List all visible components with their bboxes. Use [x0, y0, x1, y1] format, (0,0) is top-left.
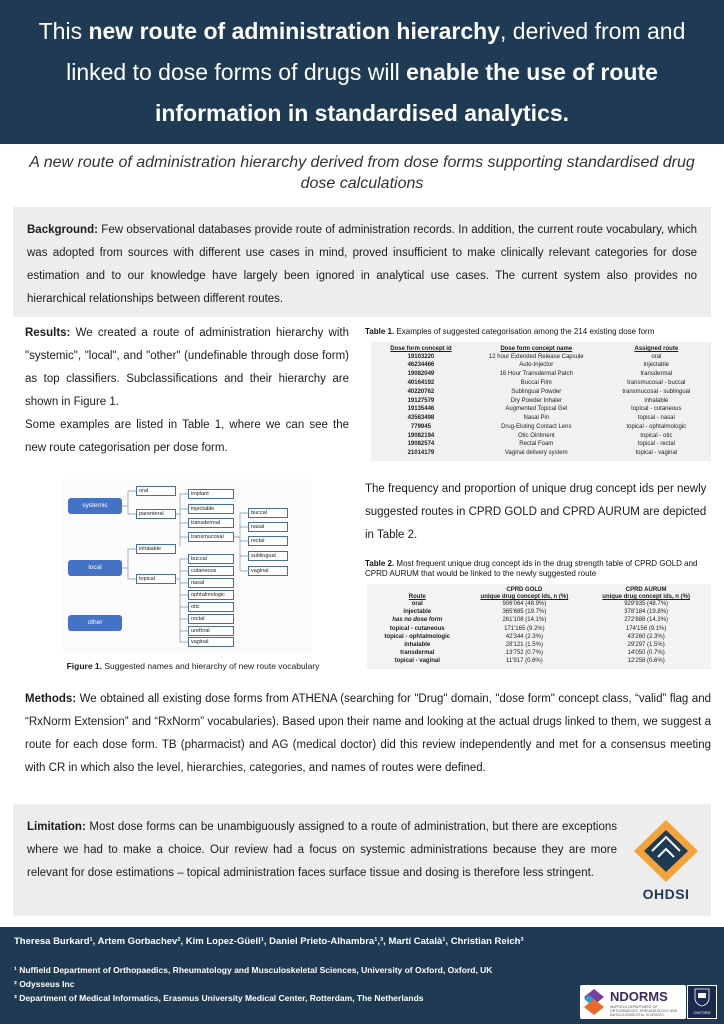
t2-cell-route: inhalable	[404, 641, 431, 648]
t1-cell: topical - nasal	[637, 415, 675, 422]
t1-cell: topical - vaginal	[635, 450, 678, 457]
t2-cell-route: injectable	[403, 609, 432, 616]
affiliation-3: ³ Department of Medical Informatics, Erasmus University Medical Center, Rotterdam, The Netherlands	[14, 993, 424, 1003]
table-row	[371, 641, 707, 649]
ohdsi-logo	[630, 818, 702, 904]
t2-cell-gold: 42'344 (2.3%)	[505, 633, 543, 640]
affiliation-2: ² Odysseus Inc	[14, 979, 75, 989]
t1-cell: oral	[651, 353, 662, 360]
table-row	[375, 362, 707, 371]
footer	[0, 927, 724, 1024]
table-row	[375, 414, 707, 423]
t1-cell: 19082194	[407, 432, 435, 439]
t1-cell: 40220762	[407, 388, 435, 395]
t1-cell: Vaginal delivery system	[504, 450, 568, 457]
table-row	[375, 432, 707, 441]
t2-cell-route: transdermal	[400, 649, 435, 656]
results-text: We created a route of administration hierarchy with "systemic", "local", and "other" (undefinable through dose form) as top classifiers. Subclassifications and their hierarchy are shown in Figure 1.	[25, 327, 349, 408]
ohdsi-logo-icon	[630, 818, 702, 884]
figure-node-systemic: systemic	[68, 498, 122, 514]
t1-cell: 19082049	[407, 371, 435, 378]
table-row	[375, 450, 707, 459]
t1-cell: Dry Powder Inhaler	[510, 397, 562, 404]
t2-cell-gold: 365'685 (19.7%)	[502, 609, 547, 616]
ndorms-sub: NUFFIELD DEPARTMENT OF ORTHOPAEDICS, RHEUMATOLOGY AND MUSCULOSKELETAL SCIENCES	[610, 1005, 678, 1017]
figure-node-cutaneous: cutaneous	[188, 566, 234, 576]
t2-header-aurum-1: CPRD AURUM	[625, 587, 667, 593]
t1-cell: topical - cutaneous	[631, 406, 682, 413]
ohdsi-label: OHDSI	[642, 886, 690, 902]
table-row	[371, 609, 707, 617]
table1-caption: Table 1. Examples of suggested categorisation among the 214 existing dose form	[365, 327, 655, 336]
figure-node-other: other	[68, 615, 122, 631]
figure-node-local: local	[68, 560, 122, 576]
table-row	[375, 423, 707, 432]
t2-header-route	[371, 587, 464, 594]
figure-node-transmucosal: transmucosal	[188, 532, 234, 542]
t1-cell: 46234466	[407, 362, 435, 369]
t2-cell-gold: 28'121 (1.5%)	[505, 641, 543, 648]
methods-label: Methods:	[25, 693, 77, 705]
figure-node-transdermal: transdermal	[188, 518, 234, 528]
background-section	[13, 207, 711, 317]
table-row	[375, 397, 707, 406]
figure-node-inhalable: inhalable	[136, 544, 176, 554]
figure-node-urethral: urethral	[188, 626, 234, 636]
t2-cell-route: oral	[411, 601, 423, 608]
t1-cell: Auto-Injector	[519, 362, 554, 369]
t1-cell: Sublingual Powder	[511, 388, 562, 395]
table-row	[375, 406, 707, 415]
t1-header-2: Assigned route	[634, 346, 679, 352]
ndorms-label: NDORMS	[610, 989, 668, 1004]
t1-cell: 21014179	[407, 450, 435, 457]
figure-node-topical-buccal: buccal	[188, 554, 234, 564]
t1-cell: transdermal	[640, 371, 673, 378]
t2-cell-aurum: 14'050 (0.7%)	[627, 649, 665, 656]
background-label: Background:	[27, 224, 98, 236]
t2-cell-gold: 906'064 (48.9%)	[502, 601, 547, 608]
ndorms-logo	[580, 985, 686, 1019]
table-row	[371, 658, 707, 666]
t2-cell-aurum: 174'156 (9.1%)	[625, 625, 667, 632]
figure-node-topical-vaginal: vaginal	[188, 637, 234, 647]
t2-cell-route: has no dose form	[392, 617, 443, 624]
table-row	[375, 441, 707, 450]
t2-cell-route: topical - cutaneous	[389, 625, 445, 632]
t1-cell: 19103220	[407, 353, 435, 360]
t2-header-route-label: Route	[408, 594, 426, 600]
t2-cell-route: topical - ophtalmologic	[384, 633, 451, 640]
oxford-crest-icon	[688, 986, 716, 1008]
figure-node-buccal: buccal	[248, 508, 288, 518]
oxford-logo	[687, 985, 717, 1019]
frequency-text: The frequency and proportion of unique drug concept ids per newly suggested routes in CPRD GOLD and CPRD AURUM are depicted in Table 2.	[365, 483, 707, 541]
t1-cell: 43563498	[407, 415, 435, 422]
figure-node-implant: implant	[188, 489, 234, 499]
t1-cell: Augmented Topical Gel	[505, 406, 568, 413]
authors: Theresa Burkard¹, Artem Gorbachev², Kim Lopez-Güell¹, Daniel Prieto-Alhambra¹,³, Martí Català¹, Christian Reich³	[14, 936, 524, 947]
t2-cell-aurum: 12'258 (0.6%)	[627, 657, 665, 664]
t2-cell-gold: 171'165 (9.2%)	[504, 625, 545, 632]
table2-caption: Table 2. Most frequent unique drug concept ids in the drug strength table of CPRD GOLD and CPRD AURUM that would be linked to the newly suggested route	[365, 559, 698, 578]
table1	[371, 342, 711, 461]
poster-subtitle: A new route of administration hierarchy derived from dose forms supporting standardised drug dose calculations	[29, 154, 695, 192]
ndorms-logo-icon	[580, 985, 608, 1019]
oxford-label: OXFORD	[693, 1010, 711, 1015]
table-row	[371, 601, 707, 609]
t2-cell-aurum: 29'297 (1.5%)	[627, 641, 665, 648]
t1-cell: Rectal Foam	[519, 441, 554, 448]
figure-node-parenteral: parenteral	[136, 509, 176, 519]
t1-cell: 40164192	[407, 379, 435, 386]
t1-cell: injectable	[643, 362, 670, 369]
table-row	[371, 617, 707, 625]
t2-header-gold-2: unique drug concept ids, n (%)	[480, 594, 569, 600]
poster-title: This new route of administration hierarchy, derived from and linked to dose forms of drugs will enable the use of route information in standardised analytics.	[38, 17, 686, 126]
t2-cell-aurum: 43'260 (2.3%)	[627, 633, 665, 640]
table-row	[375, 388, 707, 397]
route-hierarchy-figure	[62, 479, 312, 653]
t2-cell-gold: 13'752 (0.7%)	[505, 649, 543, 656]
t1-cell: transmucosal - sublingual	[622, 388, 691, 395]
table-row	[371, 625, 707, 633]
t1-cell: 12 hour Extended Release Capsule	[488, 353, 584, 360]
figure-node-topical-rectal: rectal	[188, 614, 234, 624]
figure-node-rectal: rectal	[248, 536, 288, 546]
figure-node-topical-nasal: nasal	[188, 578, 234, 588]
figure-node-injectable: injectable	[188, 504, 234, 514]
t1-cell: Nasal Pin	[523, 415, 550, 422]
t1-cell: 19135446	[407, 406, 435, 413]
t1-cell: Drug-Eluting Contact Lens	[501, 423, 572, 430]
t1-header-0: Dose form concept id	[390, 346, 452, 352]
t2-cell-gold: 261'108 (14.1%)	[502, 617, 547, 624]
table-row	[375, 379, 707, 388]
results-label: Results:	[25, 327, 71, 339]
title-banner	[0, 0, 724, 144]
methods-text: We obtained all existing dose forms from ATHENA (searching for "Drug" domain, "dose form" concept class, “valid” flag and “RxNorm Extension” and “RxNorm” vocabularies). Based upon their name and looking at the actual drugs linked to them, we suggest a route for each dose form. TB (pharmacist) and AG (medical doctor) did this review independently and met for a consensus meeting with CR in which also the level, hierarchies, categories, and names of routes were defined.	[25, 693, 711, 774]
figure-node-nasal: nasal	[248, 522, 288, 532]
table2	[367, 584, 711, 669]
t1-header-1: Dose form concept name	[500, 346, 573, 352]
background-text: Few observational databases provide route of administration records. In addition, the current route vocabulary, which was adopted from sources with different use cases in mind, proved insufficient to make clinically relevant categories for dose estimation and to our knowledge have largely been ignored in analytical use cases. The current system also provides no hierarchical relationships between different routes.	[27, 224, 697, 305]
figure-caption: Figure 1. Suggested names and hierarchy of new route vocabulary	[66, 661, 320, 671]
table-row	[371, 633, 707, 641]
figure-node-vaginal: vaginal	[248, 566, 288, 576]
limitation-label: Limitation:	[27, 821, 86, 833]
t1-cell: 779945	[410, 423, 431, 430]
t2-cell-gold: 11'917 (0.6%)	[506, 657, 543, 664]
figure-node-otic: otic	[188, 602, 234, 612]
t1-cell: Otic Ointment	[517, 432, 555, 439]
limitation-section	[13, 804, 711, 916]
t2-cell-aurum: 272'888 (14.3%)	[624, 617, 669, 624]
figure-node-ophtalmologic: ophtalmologic	[188, 590, 234, 600]
t1-cell: topical - otic	[640, 432, 673, 439]
figure-node-oral: oral	[136, 486, 176, 496]
results-text-2: Some examples are listed in Table 1, where we can see the new route categorisation per dose form.	[25, 419, 349, 454]
t2-header-aurum-2: unique drug concept ids, n (%)	[602, 594, 690, 600]
table-row	[375, 353, 707, 362]
limitation-text: Most dose forms can be unambiguously assigned to a route of administration, but there are exceptions where we had to make a choice. Our review had a focus on systemic administrations because they are more relevant for dose estimations – topical administration faces surface tissue and dosing is therefore less stringent.	[27, 821, 617, 879]
t1-cell: Buccal Film	[520, 379, 552, 386]
t1-cell: 16 Hour Transdermal Patch	[499, 371, 573, 378]
t2-cell-aurum: 378'184 (19.8%)	[624, 609, 669, 616]
t1-cell: inhalable	[644, 397, 669, 404]
t1-cell: topical - ophtalmologic	[626, 423, 687, 430]
figure-node-sublingual: sublingual	[248, 551, 288, 561]
table-row	[375, 371, 707, 380]
methods-section	[25, 688, 711, 780]
figure-node-topical: topical	[136, 574, 176, 584]
t2-cell-route: topical - vaginal	[394, 657, 440, 664]
t2-cell-aurum: 929'935 (48.7%)	[624, 601, 669, 608]
t2-header-gold-1: CPRD GOLD	[506, 587, 543, 593]
t1-cell: topical - rectal	[637, 441, 676, 448]
affiliation-1: ¹ Nuffield Department of Orthopaedics, Rheumatology and Musculoskeletal Sciences, University of Oxford, Oxford, UK	[14, 965, 493, 975]
t1-cell: 19127579	[407, 397, 435, 404]
t1-cell: transmucosal - buccal	[627, 379, 686, 386]
t1-cell: 19082574	[407, 441, 435, 448]
table-row	[371, 650, 707, 658]
results-section	[25, 322, 349, 460]
